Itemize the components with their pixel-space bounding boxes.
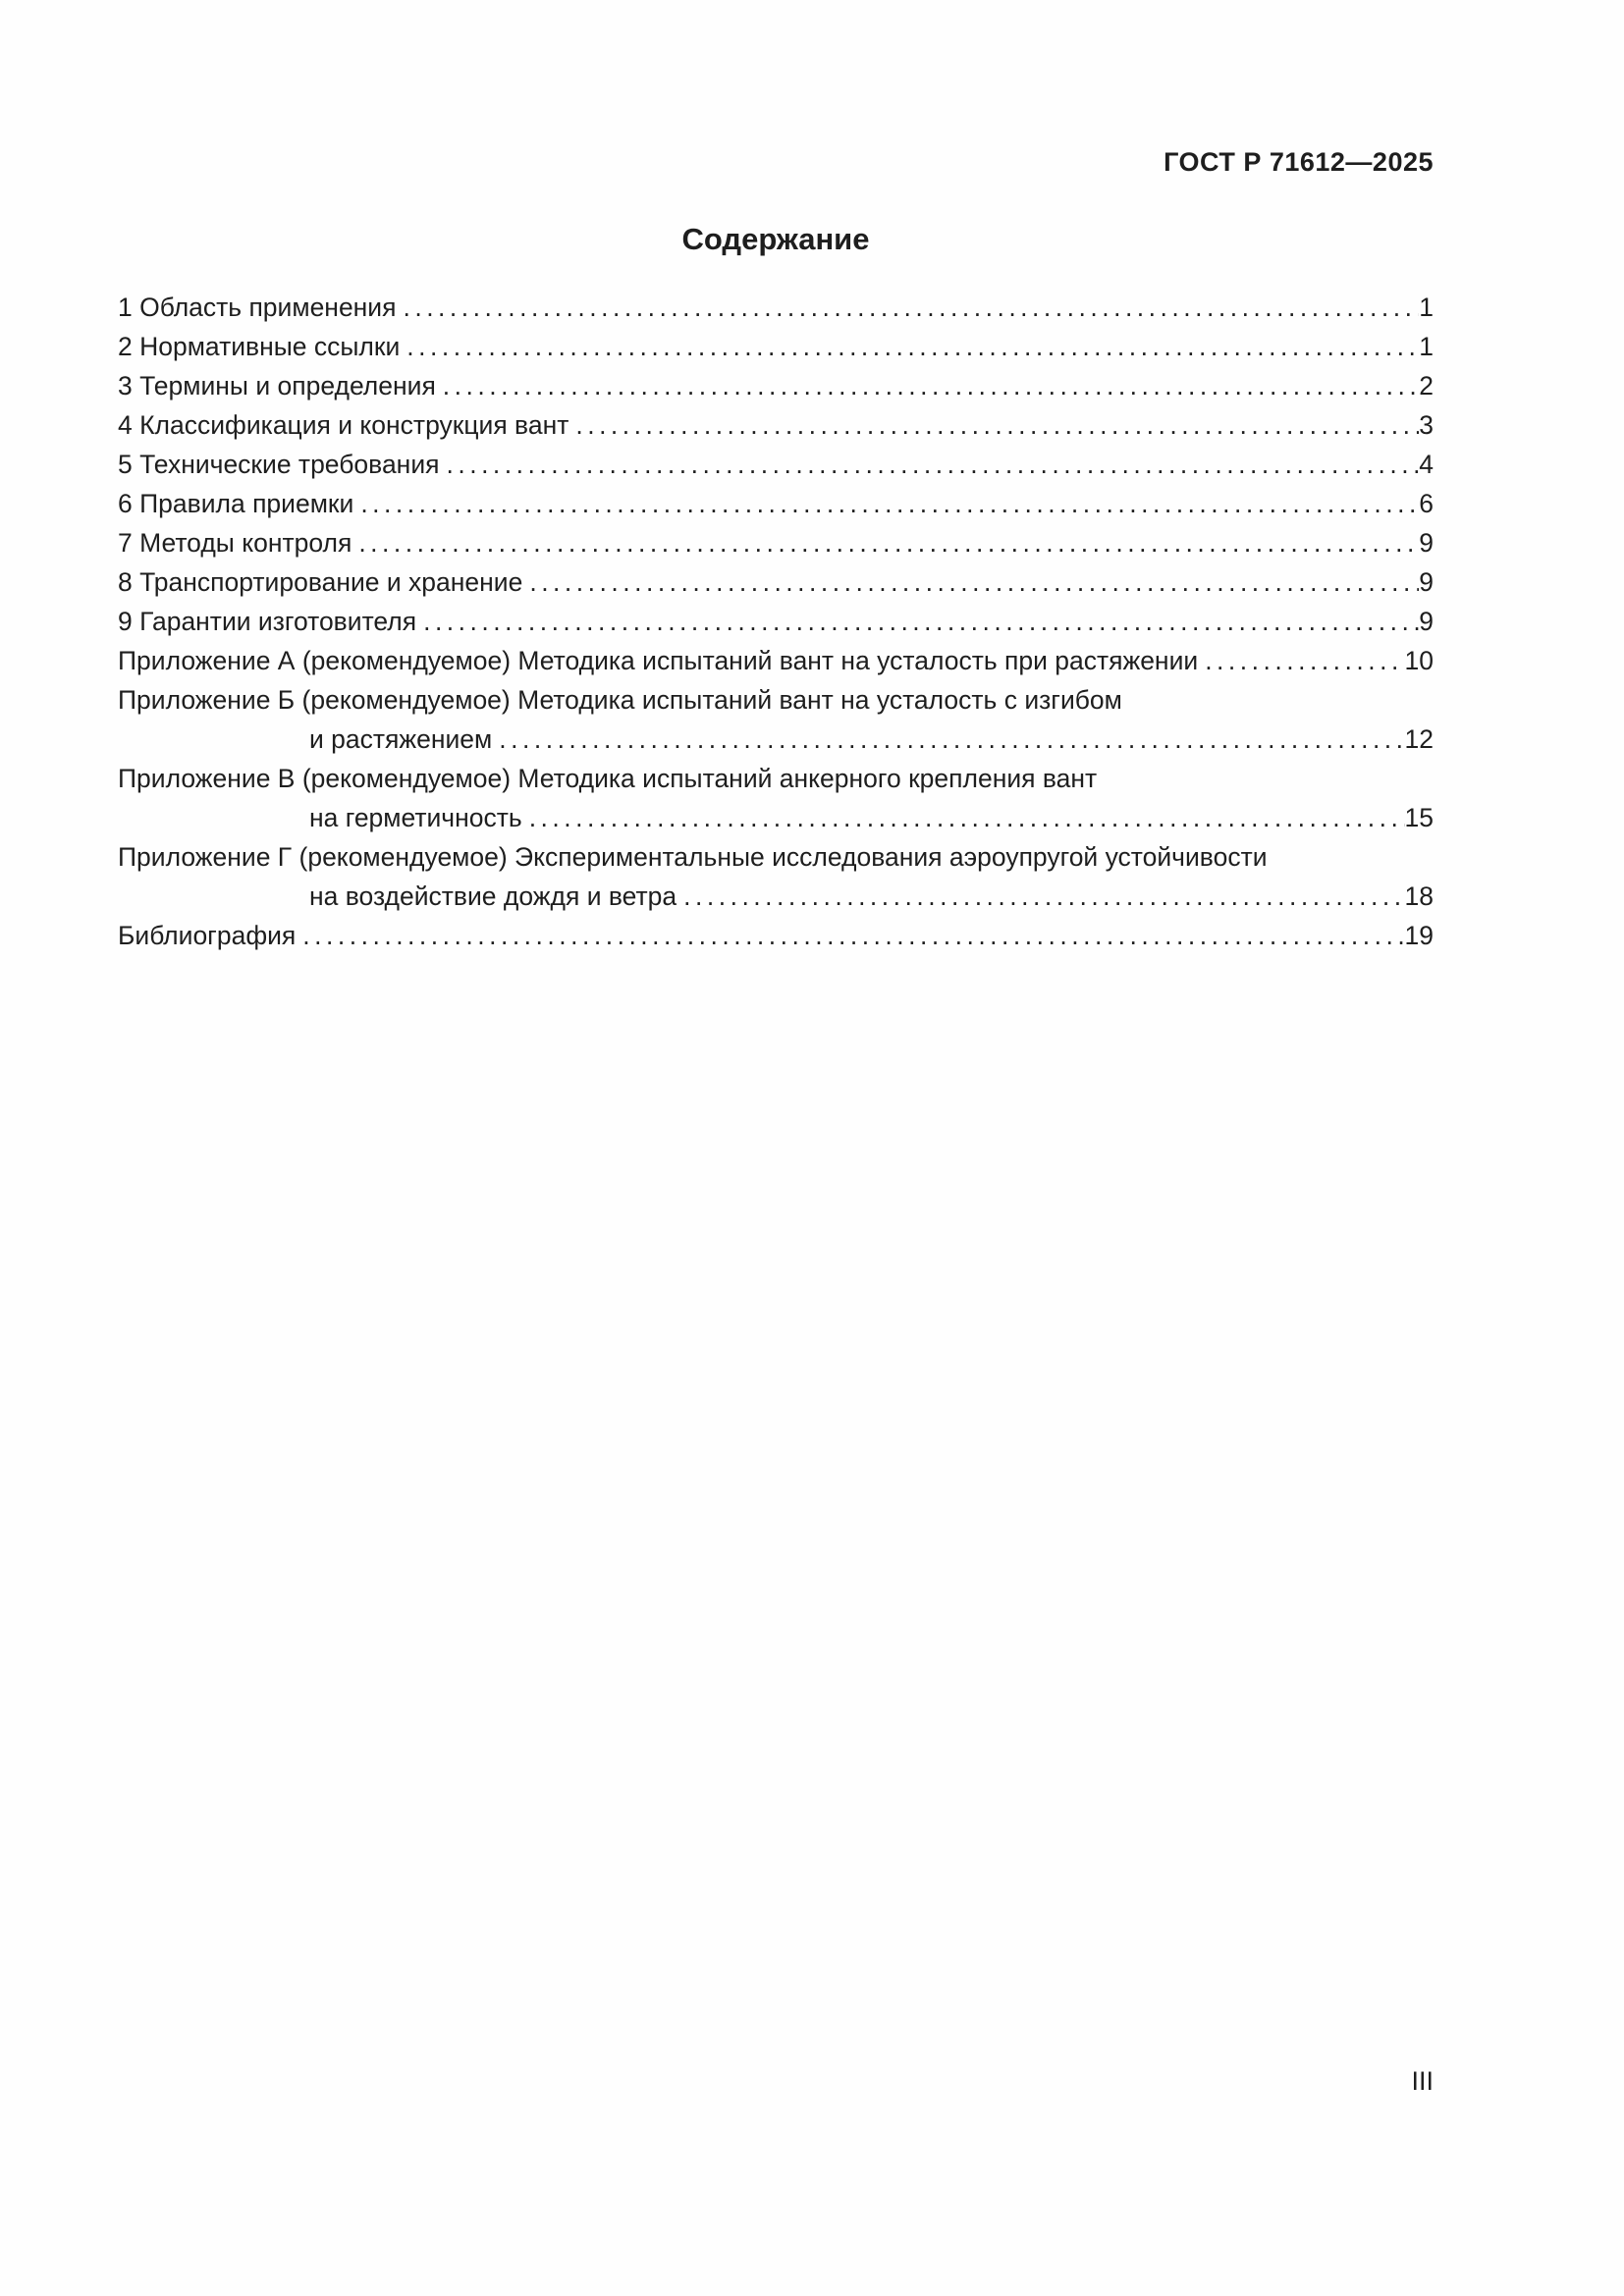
toc-entry-title-continuation: и растяжением	[309, 724, 493, 754]
toc-entry-page: 12	[1404, 724, 1434, 754]
toc-entry	[118, 680, 1434, 759]
dot-leader	[436, 366, 1419, 405]
dot-leader	[439, 445, 1419, 484]
toc-entry	[118, 484, 1434, 523]
toc-entry	[118, 602, 1434, 641]
dot-leader	[296, 916, 1404, 955]
toc-entry	[118, 523, 1434, 562]
toc-entry	[118, 288, 1434, 327]
toc-entry-title: 8 Транспортирование и хранение	[118, 567, 523, 597]
toc-entry-page: 9	[1419, 567, 1434, 597]
dot-leader	[396, 288, 1419, 327]
dot-leader	[677, 877, 1404, 916]
toc-entry-continuation	[118, 720, 1434, 759]
toc-entry	[118, 366, 1434, 405]
toc-entry-page: 6	[1419, 489, 1434, 518]
toc-entry-title: Приложение А (рекомендуемое) Методика испытаний вант на усталость при растяжении	[118, 646, 1199, 675]
dot-leader	[416, 602, 1419, 641]
toc-entry-page: 4	[1419, 450, 1434, 479]
toc-entry-title: 9 Гарантии изготовителя	[118, 607, 417, 636]
toc-entry-title: 1 Область применения	[118, 293, 397, 322]
toc-entry	[118, 327, 1434, 366]
toc-entry-title: 6 Правила приемки	[118, 489, 354, 518]
toc-entry	[118, 562, 1434, 602]
toc-entry	[118, 641, 1434, 680]
toc-entry-page: 9	[1419, 528, 1434, 558]
dot-leader	[492, 720, 1404, 759]
dot-leader	[353, 484, 1419, 523]
dot-leader	[400, 327, 1419, 366]
page-number: III	[1411, 2066, 1434, 2096]
doc-code: ГОСТ Р 71612—2025	[1164, 147, 1434, 177]
toc-entry-page: 3	[1419, 410, 1434, 440]
toc-entry-title: 4 Классификация и конструкция вант	[118, 410, 569, 440]
toc-entry	[118, 759, 1434, 837]
toc-entry-page: 10	[1404, 646, 1434, 675]
toc-entry-title-continuation: на воздействие дождя и ветра	[309, 881, 677, 911]
dot-leader	[352, 523, 1419, 562]
toc-entry-page: 18	[1404, 881, 1434, 911]
toc-entry-title: Приложение Б (рекомендуемое) Методика испытаний вант на усталость с изгибом	[118, 685, 1122, 715]
dot-leader	[522, 798, 1405, 837]
toc-entry-title: 3 Термины и определения	[118, 371, 436, 400]
toc-entry-title: Приложение Г (рекомендуемое) Экспериментальные исследования аэроупругой устойчивости	[118, 842, 1268, 872]
toc-entry	[118, 837, 1434, 916]
toc-entry	[118, 445, 1434, 484]
toc-entry-continuation	[118, 798, 1434, 837]
toc-entry-title: 2 Нормативные ссылки	[118, 332, 401, 361]
toc-entry-page: 15	[1404, 803, 1434, 832]
page-title: Содержание	[681, 222, 870, 256]
dot-leader	[522, 562, 1419, 602]
table-of-contents	[118, 288, 1434, 955]
dot-leader	[1198, 641, 1404, 680]
toc-entry	[118, 916, 1434, 955]
toc-entry-page: 1	[1419, 293, 1434, 322]
toc-entry-title: Приложение В (рекомендуемое) Методика испытаний анкерного крепления вант	[118, 764, 1098, 793]
toc-entry-page: 9	[1419, 607, 1434, 636]
toc-entry-title-continuation: на герметичность	[309, 803, 522, 832]
toc-entry-page: 19	[1404, 921, 1434, 950]
toc-entry-title: 5 Технические требования	[118, 450, 440, 479]
toc-entry-page: 1	[1419, 332, 1434, 361]
toc-entry-title: 7 Методы контроля	[118, 528, 352, 558]
dot-leader	[568, 405, 1419, 445]
toc-entry-title: Библиография	[118, 921, 297, 950]
toc-entry-continuation	[118, 877, 1434, 916]
toc-entry-page: 2	[1419, 371, 1434, 400]
toc-entry	[118, 405, 1434, 445]
